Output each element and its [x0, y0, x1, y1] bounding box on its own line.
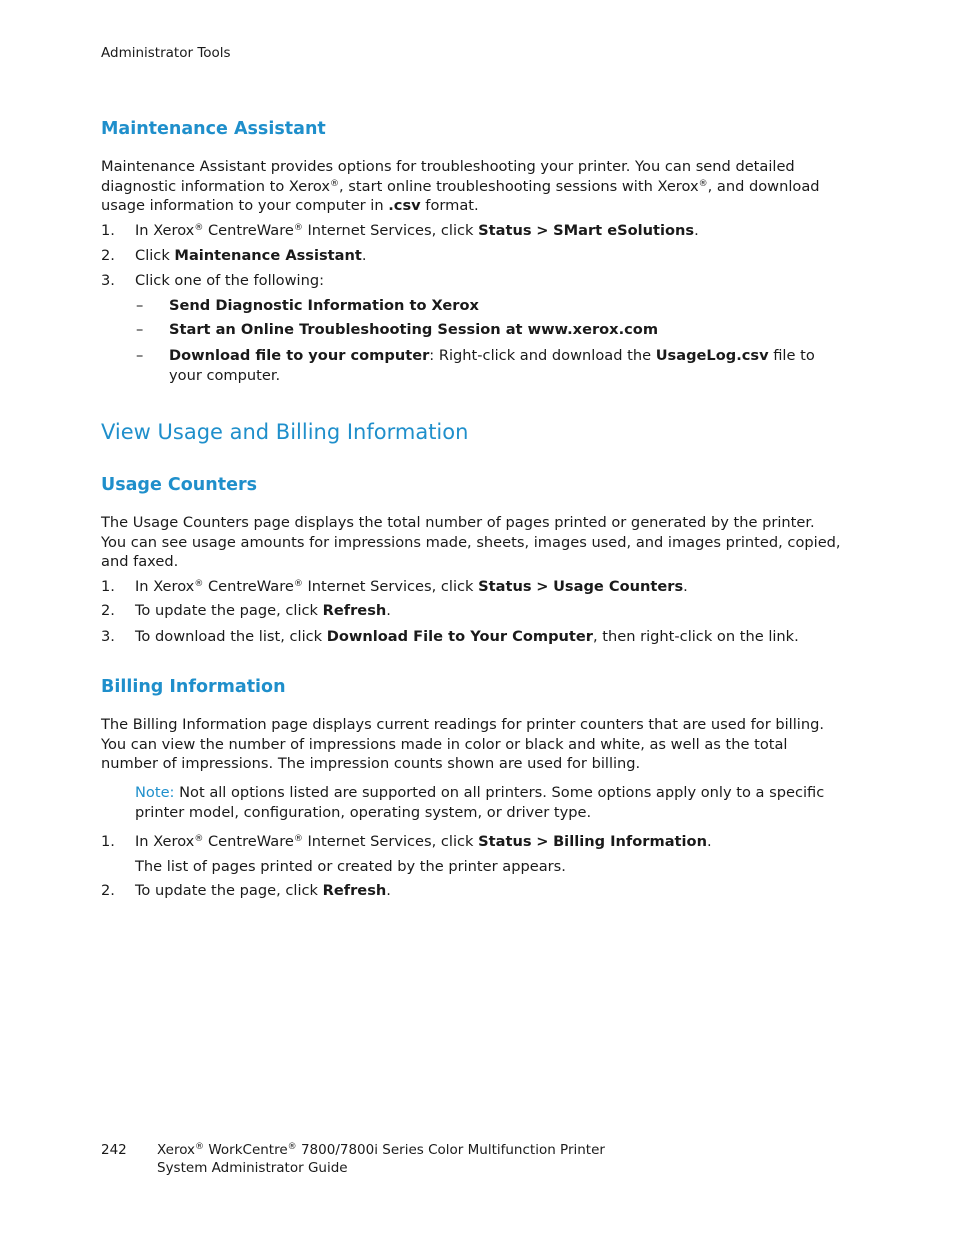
maintenance-intro: Maintenance Assistant provides options for troubleshooting your printer. You can send detailed diagnostic information to Xerox®, start online troubleshooting sessions with Xerox®, and download usage information to your computer in .csv format.	[101, 158, 820, 214]
billing-intro: The Billing Information page displays current readings for printer counters that are used for billing. You can view the number of impressions made in color or black and white, as well as the total number of impressions. The impression counts shown are used for billing.	[101, 716, 824, 772]
page-number: 242	[101, 1142, 127, 1158]
maintenance-assistant-heading: Maintenance Assistant	[101, 119, 326, 139]
billing-information-heading: Billing Information	[101, 677, 286, 697]
note-label: Note:	[135, 784, 175, 801]
billing-note: Note: Not all options listed are supported on all printers. Some options apply only to a specific printer model, configuration, operating system, or driver type.	[135, 784, 825, 821]
usage-billing-heading: View Usage and Billing Information	[101, 420, 469, 444]
usage-counters-heading: Usage Counters	[101, 475, 257, 495]
running-header: Administrator Tools	[101, 45, 231, 61]
usage-counters-intro: The Usage Counters page displays the total number of pages printed or generated by the printer. You can see usage amounts for impressions made, sheets, images used, and images printed, copied, and faxed.	[101, 514, 841, 570]
billing-step-1-result: The list of pages printed or created by the printer appears.	[135, 858, 566, 875]
footer-title: Xerox® WorkCentre® 7800/7800i Series Color Multifunction Printer System Administrator Guide	[157, 1142, 605, 1176]
